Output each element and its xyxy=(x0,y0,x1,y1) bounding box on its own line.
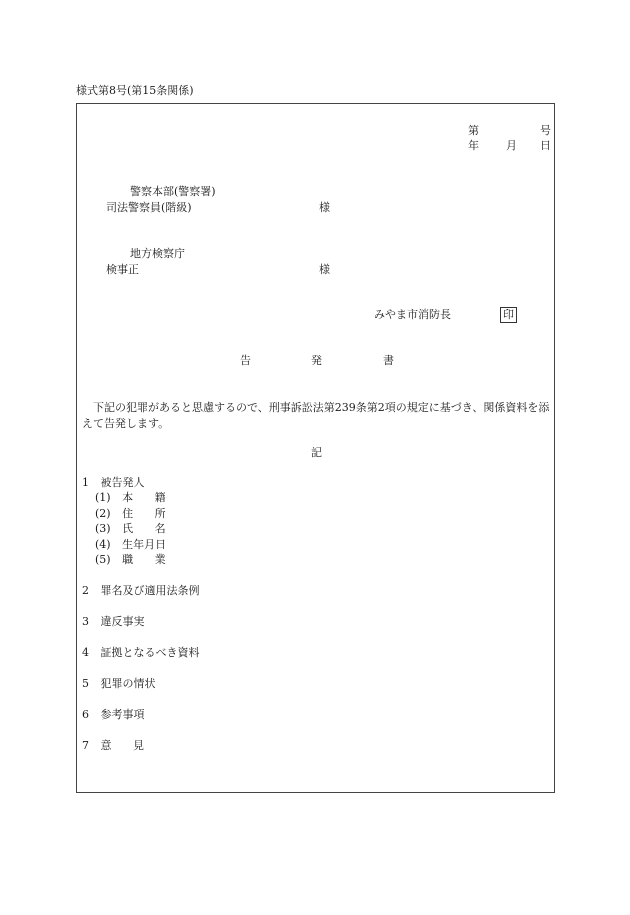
sub-item-num: (4) xyxy=(95,538,111,551)
police-honorific: 様 xyxy=(319,201,330,214)
sub-item-2 xyxy=(95,507,175,521)
item-7-label: 意 見 xyxy=(100,739,153,752)
item-3-num: 3 xyxy=(82,615,89,628)
sub-item-5 xyxy=(95,553,175,567)
sub-item-num: (1) xyxy=(95,491,111,504)
sender-seal xyxy=(500,307,517,323)
title-char-1: 告 xyxy=(240,354,251,367)
item-1-label: 被告発人 xyxy=(100,476,145,489)
item-6-label: 参考事項 xyxy=(100,708,145,721)
sub-item-label: 氏 名 xyxy=(122,522,175,535)
sub-item-4 xyxy=(95,538,166,552)
prosecutor-officer: 検事正 xyxy=(106,263,139,276)
sub-item-label: 職 業 xyxy=(122,553,175,566)
header-nen: 年 xyxy=(468,139,479,152)
item-4 xyxy=(82,646,200,660)
sub-item-num: (3) xyxy=(95,522,111,535)
item-7-num: 7 xyxy=(82,739,89,752)
title-char-3: 書 xyxy=(383,354,394,367)
sub-item-label: 本 籍 xyxy=(122,491,175,504)
header-hi: 日 xyxy=(540,139,551,152)
sender-name: みやま市消防長 xyxy=(374,308,451,321)
item-2-num: 2 xyxy=(82,584,89,597)
header-go: 号 xyxy=(540,124,551,137)
seal-mark: 印 xyxy=(500,307,517,323)
item-3 xyxy=(82,615,145,629)
prosecutor-honorific: 様 xyxy=(319,263,330,276)
item-4-num: 4 xyxy=(82,646,89,659)
item-2 xyxy=(82,584,200,598)
body-text: 下記の犯罪があると思慮するので、刑事訴訟法第239条第2項の規定に基づき、関係資料を添えて告発します。 xyxy=(82,401,550,430)
item-1 xyxy=(82,476,145,490)
item-5 xyxy=(82,677,156,691)
sub-item-label: 住 所 xyxy=(122,507,175,520)
header-dai: 第 xyxy=(468,124,479,137)
sub-item-num: (2) xyxy=(95,507,111,520)
item-6 xyxy=(82,708,145,722)
item-5-label: 犯罪の情状 xyxy=(100,677,156,690)
police-officer: 司法警察員(階級) xyxy=(106,201,192,214)
sub-item-label: 生年月日 xyxy=(122,538,167,551)
title-char-2: 発 xyxy=(311,354,322,367)
police-org: 警察本部(警察署) xyxy=(130,185,216,198)
item-3-label: 違反事実 xyxy=(100,615,145,628)
item-6-num: 6 xyxy=(82,708,89,721)
sub-item-num: (5) xyxy=(95,553,111,566)
item-2-label: 罪名及び適用法条例 xyxy=(100,584,200,597)
item-1-num: 1 xyxy=(82,476,89,489)
item-4-label: 証拠となるべき資料 xyxy=(100,646,200,659)
ki-heading: 記 xyxy=(311,446,322,459)
form-label: 様式第8号(第15条関係) xyxy=(76,84,194,97)
item-7 xyxy=(82,739,153,753)
sub-item-3 xyxy=(95,522,175,536)
prosecutor-org: 地方検察庁 xyxy=(130,247,185,260)
sub-item-1 xyxy=(95,491,175,505)
item-5-num: 5 xyxy=(82,677,89,690)
header-tsuki: 月 xyxy=(506,139,517,152)
